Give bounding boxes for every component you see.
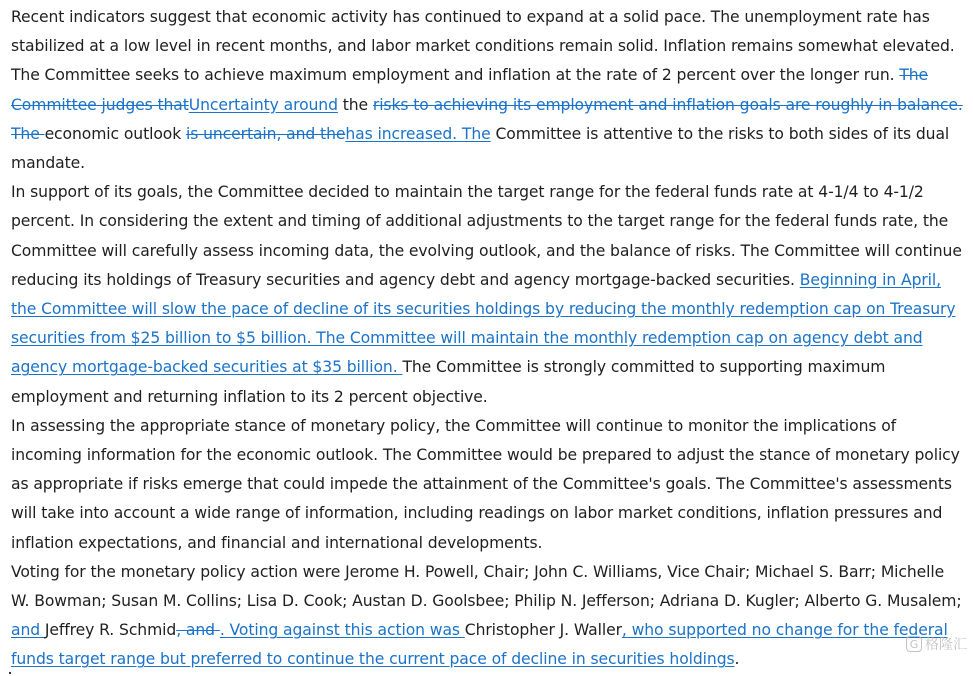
fomc-statement-redline <box>11 3 966 675</box>
text-segment: Recent indicators suggest that economic activity has continued to expand at a solid pace. The unemployment rate has stabilized at a low level in recent months, and labor market conditions remain solid. Inflation remains somewhat elevated. The Committee seeks to achieve maximum employment and inflation at the rate of 2 percent over the longer run. <box>11 8 955 85</box>
watermark <box>906 634 967 654</box>
deleted-text: is uncertain, and the <box>186 124 346 143</box>
paragraph-policy-decision <box>11 178 966 412</box>
text-segment: Committee is attentive to the risks to both sides of its dual mandate. <box>11 124 950 173</box>
text-segment: In support of its goals, the Committee decided to maintain the target range for the federal funds rate at 4-1/4 to 4-1/2 percent. In considering the extent and timing of additional adjustments to the target range for the federal funds rate, the Committee will carefully assess incoming data, the evolving outlook, and the balance of risks. The Committee will continue reducing its holdings of Treasury securities and agency debt and agency mortgage-backed securities. <box>11 183 962 289</box>
paragraph-economic-outlook <box>11 3 966 178</box>
deleted-text: , and <box>176 621 220 640</box>
text-segment: economic outlook <box>44 124 186 143</box>
paragraph-policy-stance <box>11 412 966 558</box>
inserted-text: Uncertainty around <box>188 95 338 114</box>
inserted-text: has increased. The <box>345 124 491 143</box>
text-segment: Christopher J. Waller <box>464 621 622 640</box>
deleted-text: risks to achieving its employment and inflation goals are roughly in balance. The <box>11 95 963 143</box>
text-segment: Jeffrey R. Schmid <box>44 621 177 640</box>
text-segment: Voting for the monetary policy action were Jerome H. Powell, Chair; John C. Williams, Vice Chair; Michael S. Barr; Michelle W. Bowman; Susan M. Collins; Lisa D. Cook; Austan D. Goolsbee; Philip N. Jefferson; Adriana D. Kugler; Alberto G. Musalem; <box>11 562 962 611</box>
paragraph-voting <box>11 558 966 675</box>
watermark-logo-icon: G <box>906 636 922 652</box>
edge-mark <box>9 672 11 674</box>
text-segment: . <box>734 650 740 669</box>
watermark-text: 格隆汇 <box>925 637 967 653</box>
inserted-text: , who supported no change for the federal funds target range but preferred to continue the current pace of decline in securities holdings <box>11 621 948 669</box>
text-segment: In assessing the appropriate stance of monetary policy, the Committee will continue to monitor the implications of incoming information for the economic outlook. The Committee would be prepared to adjust the stance of monetary policy as appropriate if risks emerge that could impede the attainment of the Committee's goals. The Committee's assessments will take into account a wide range of information, including readings on labor market conditions, inflation pressures and inflation expectations, and financial and international developments. <box>11 416 960 552</box>
inserted-text: and <box>11 621 45 640</box>
deleted-text: The Committee judges that <box>11 66 929 114</box>
inserted-text: Beginning in April, the Committee will slow the pace of decline of its securities holdings by reducing the monthly redemption cap on Treasury securities from $25 billion to $5 billion. The Committee will maintain the monthly redemption cap on agency debt and agency mortgage-backed securities at $35 billion. <box>11 270 956 377</box>
text-segment: The Committee is strongly committed to supporting maximum employment and returning inflation to its 2 percent objective. <box>11 358 886 406</box>
text-segment: the <box>337 95 373 114</box>
inserted-text: . Voting against this action was <box>219 621 465 640</box>
